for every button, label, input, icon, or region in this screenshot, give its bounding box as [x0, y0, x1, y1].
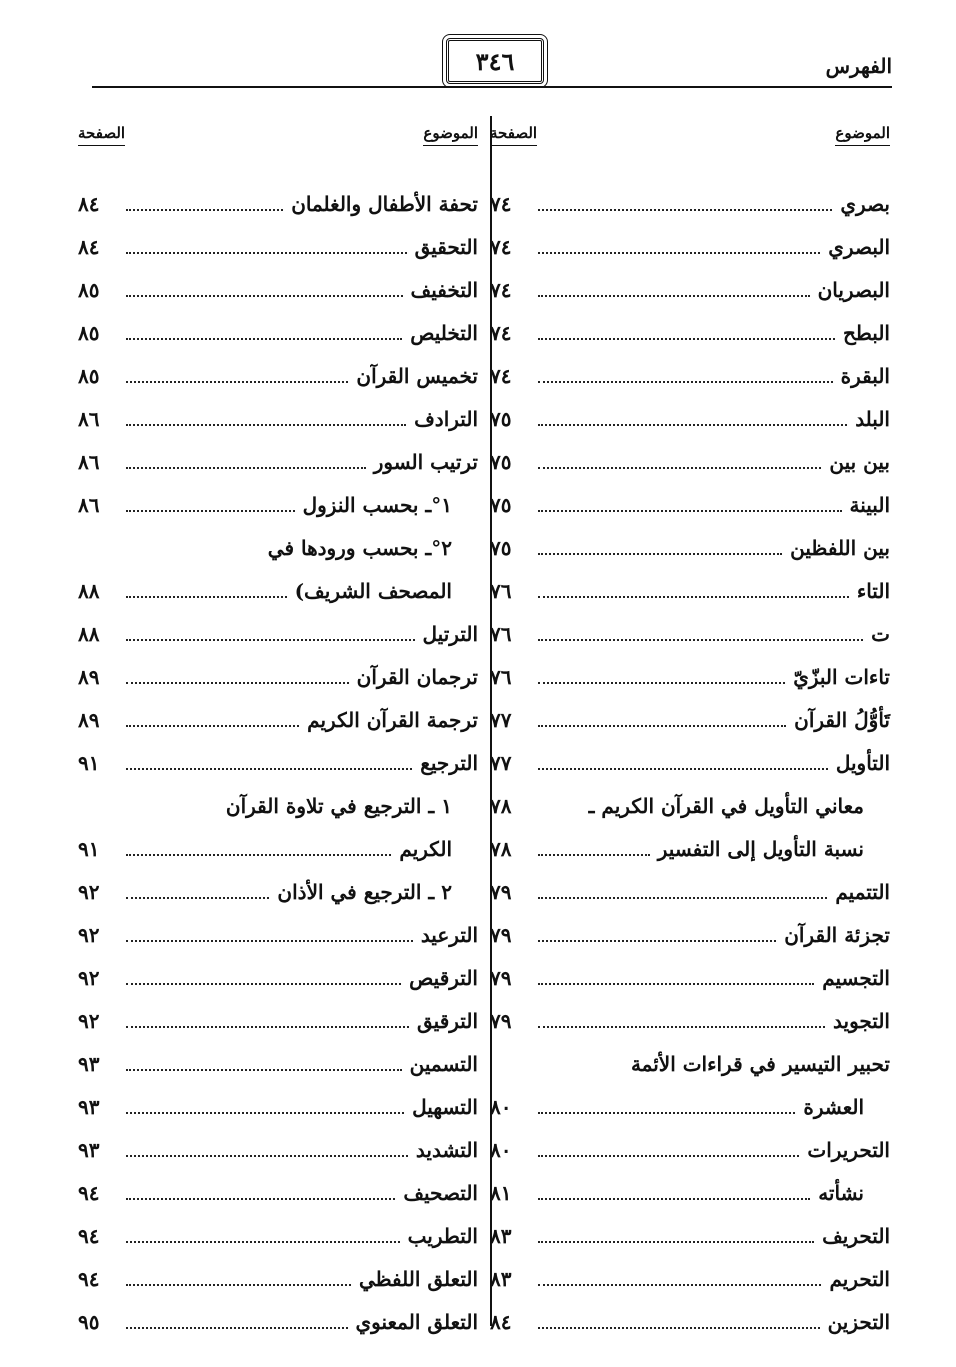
entry-topic: التطريب	[407, 1223, 478, 1248]
leader-dots	[538, 1026, 825, 1028]
index-entry	[78, 612, 478, 655]
entry-topic: التحريرات	[807, 1137, 890, 1162]
leader-dots	[126, 295, 403, 297]
index-entry	[78, 655, 478, 698]
entry-topic: التحريف	[822, 1223, 890, 1248]
leader-dots	[126, 381, 348, 383]
index-entry	[490, 827, 890, 870]
index-entry	[490, 999, 890, 1042]
leader-dots	[126, 338, 402, 340]
entry-page: ٧٥	[490, 492, 512, 517]
leader-dots	[538, 940, 776, 942]
entry-page: ٩٢	[78, 922, 100, 947]
entry-page: ٧٩	[490, 879, 512, 904]
leader-dots	[126, 1327, 348, 1329]
entry-topic: البطح	[842, 320, 890, 345]
leader-dots	[538, 252, 820, 254]
entry-page: ٨٦	[78, 449, 100, 474]
entry-page: ٧٥	[490, 535, 512, 560]
leader-dots	[538, 768, 828, 770]
entry-page: ٨٣	[490, 1223, 512, 1248]
leader-dots	[538, 1327, 820, 1329]
entry-page: ٨٨	[78, 578, 100, 603]
index-entry	[490, 354, 890, 397]
leader-dots	[126, 1155, 408, 1157]
index-rows-left	[78, 182, 478, 1343]
entry-page: ٧٥	[490, 406, 512, 431]
leader-dots	[538, 1241, 814, 1243]
leader-dots	[126, 940, 413, 942]
entry-page: ٧٤	[490, 363, 512, 388]
entry-topic: الكريم	[399, 836, 452, 861]
entry-topic: الترقيص	[409, 965, 478, 990]
index-entry	[78, 311, 478, 354]
entry-page: ٨٩	[78, 664, 100, 689]
leader-dots	[126, 1112, 404, 1114]
entry-page: ٧٦	[490, 621, 512, 646]
entry-page: ٧٤	[490, 191, 512, 216]
entry-page: ٧٩	[490, 1008, 512, 1033]
index-entry	[78, 1085, 478, 1128]
leader-dots	[538, 467, 821, 469]
entry-topic: الترعيد	[420, 922, 478, 947]
entry-page: ٧٤	[490, 277, 512, 302]
entry-page: ٧٩	[490, 965, 512, 990]
leader-dots	[126, 424, 406, 426]
entry-topic: بصري	[840, 191, 890, 216]
header-title: الفهرس	[825, 54, 892, 78]
index-entry	[490, 1128, 890, 1171]
entry-topic: ترجمة القرآن الكريم	[307, 707, 478, 732]
entry-topic: البقرة	[840, 363, 890, 388]
page-number-box	[446, 38, 544, 84]
entry-topic: التجويد	[833, 1008, 890, 1033]
entry-topic: ١°ـ بحسب النزول	[302, 492, 452, 517]
leader-dots	[126, 725, 299, 727]
entry-topic: الترقيق	[417, 1008, 478, 1033]
entry-page: ٨٦	[78, 492, 100, 517]
leader-dots	[126, 1026, 409, 1028]
leader-dots	[126, 209, 283, 211]
index-entry	[78, 354, 478, 397]
entry-page: ٩٤	[78, 1223, 100, 1248]
index-entry	[490, 526, 890, 569]
leader-dots	[538, 897, 827, 899]
index-column-right	[490, 124, 890, 1343]
index-entry	[490, 1300, 890, 1343]
index-entry	[78, 956, 478, 999]
column-header-topic: الموضوع	[835, 124, 890, 146]
leader-dots	[126, 510, 295, 512]
leader-dots	[126, 467, 366, 469]
leader-dots	[538, 510, 842, 512]
index-entry	[78, 483, 478, 526]
entry-topic: تَأوُّلُ القرآن	[794, 707, 890, 732]
entry-page: ٧٦	[490, 578, 512, 603]
entry-topic: البصري	[828, 234, 890, 259]
leader-dots	[126, 1069, 402, 1071]
entry-topic: التخليص	[410, 320, 478, 345]
leader-dots	[538, 295, 810, 297]
entry-topic: الترجيع	[420, 750, 478, 775]
index-entry	[78, 741, 478, 784]
entry-page: ٩٣	[78, 1137, 100, 1162]
leader-dots	[538, 682, 785, 684]
index-column-left	[78, 124, 478, 1343]
index-entry	[78, 698, 478, 741]
entry-topic: تجزئة القرآن	[784, 922, 890, 947]
index-entry	[78, 827, 478, 870]
leader-dots	[126, 1241, 400, 1243]
index-entry	[78, 1257, 478, 1300]
entry-page: ٧٩	[490, 922, 512, 947]
entry-topic: التجسيم	[822, 965, 890, 990]
index-entry	[78, 440, 478, 483]
entry-page: ٩٥	[78, 1309, 100, 1334]
entry-topic: ترتيب السور	[373, 449, 478, 474]
entry-page: ٩٣	[78, 1094, 100, 1119]
entry-topic: التتميم	[835, 879, 890, 904]
entry-page: ٩٢	[78, 879, 100, 904]
entry-page: ٨٤	[490, 1309, 512, 1334]
entry-topic: التحقيق	[414, 234, 478, 259]
leader-dots	[126, 252, 407, 254]
index-entry	[78, 182, 478, 225]
leader-dots	[126, 768, 412, 770]
leader-dots	[538, 854, 650, 856]
index-entry	[78, 999, 478, 1042]
index-entry	[490, 569, 890, 612]
index-entry	[490, 483, 890, 526]
entry-topic: تحفة الأطفال والغلمان	[291, 191, 478, 216]
entry-page: ٧٨	[490, 836, 512, 861]
entry-topic: تخميس القرآن	[356, 363, 478, 388]
entry-page: ٨٠	[490, 1094, 512, 1119]
index-entry	[78, 1300, 478, 1343]
entry-page: ٨١	[490, 1180, 512, 1205]
entry-topic: التسهيل	[412, 1094, 478, 1119]
index-entry	[78, 1214, 478, 1257]
leader-dots	[538, 983, 814, 985]
entry-topic: تاءات البزّيّ	[793, 664, 890, 689]
index-entry	[490, 268, 890, 311]
leader-dots	[538, 338, 835, 340]
index-entry	[490, 956, 890, 999]
entry-topic: التاء	[856, 578, 890, 603]
column-header-right	[490, 124, 890, 154]
entry-topic: البصريان	[817, 277, 890, 302]
entry-topic: معاني التأويل في القرآن الكريم ـ	[588, 793, 864, 818]
entry-topic: التحريم	[829, 1266, 890, 1291]
entry-page: ٩٤	[78, 1266, 100, 1291]
index-entry	[78, 1042, 478, 1085]
entry-topic: ١ ـ الترجيع في تلاوة القرآن	[225, 793, 452, 818]
index-rows-right	[490, 182, 890, 1343]
entry-topic: نسبة التأويل إلى التفسير	[657, 836, 864, 861]
leader-dots	[538, 209, 832, 211]
entry-topic: ٢ ـ الترجيع في الأذان	[277, 879, 452, 904]
entry-page: ٧٧	[490, 750, 512, 775]
leader-dots	[126, 1198, 395, 1200]
leader-dots	[538, 424, 847, 426]
entry-topic: البلد	[855, 406, 890, 431]
leader-dots	[538, 1198, 810, 1200]
entry-page: ٨٤	[78, 191, 100, 216]
column-header-topic: الموضوع	[423, 124, 478, 146]
leader-dots	[538, 596, 849, 598]
entry-page: ٧٥	[490, 449, 512, 474]
leader-dots	[126, 983, 401, 985]
entry-page: ٩١	[78, 750, 100, 775]
index-entry	[490, 1171, 890, 1214]
entry-page: ٩٣	[78, 1051, 100, 1076]
entry-page: ٩١	[78, 836, 100, 861]
column-header-page: الصفحة	[490, 124, 537, 146]
index-entry	[78, 268, 478, 311]
entry-page: ٧٤	[490, 320, 512, 345]
index-entry	[78, 225, 478, 268]
index-entry	[490, 870, 890, 913]
entry-topic: التعلق المعنوي	[355, 1309, 478, 1334]
index-entry	[490, 1042, 890, 1085]
column-header-left	[78, 124, 478, 154]
leader-dots	[538, 381, 833, 383]
index-entry	[490, 913, 890, 956]
entry-page: ٨٤	[78, 234, 100, 259]
leader-dots	[538, 553, 782, 555]
index-entry	[490, 612, 890, 655]
entry-page: ٧٦	[490, 664, 512, 689]
page-number: ٣٤٦	[475, 46, 515, 76]
entry-topic: البينة	[849, 492, 890, 517]
index-entry	[78, 1171, 478, 1214]
index-entry	[78, 1128, 478, 1171]
header-rule	[92, 86, 892, 88]
leader-dots	[126, 639, 415, 641]
entry-topic: العشرة	[803, 1094, 864, 1119]
index-entry	[78, 870, 478, 913]
entry-topic: التخفيف	[410, 277, 478, 302]
entry-page: ٨٣	[490, 1266, 512, 1291]
entry-page: ٨٥	[78, 277, 100, 302]
entry-topic: المصحف الشريف)	[294, 578, 452, 603]
entry-page: ٨٠	[490, 1137, 512, 1162]
index-entry	[490, 784, 890, 827]
index-entry	[490, 698, 890, 741]
index-entry	[490, 182, 890, 225]
index-entry	[490, 741, 890, 784]
entry-topic: تحبير التيسير في قراءات الأئمة	[630, 1051, 890, 1076]
index-entry	[490, 1085, 890, 1128]
leader-dots	[538, 1284, 821, 1286]
leader-dots	[538, 1155, 799, 1157]
entry-page: ٧٤	[490, 234, 512, 259]
entry-page: ٧٧	[490, 707, 512, 732]
entry-page: ٩٢	[78, 965, 100, 990]
entry-topic: نشأته	[818, 1180, 864, 1205]
leader-dots	[538, 1112, 795, 1114]
leader-dots	[126, 854, 391, 856]
column-header-page: الصفحة	[78, 124, 125, 146]
entry-topic: الترتيل	[422, 621, 478, 646]
leader-dots	[126, 596, 287, 598]
leader-dots	[126, 1284, 351, 1286]
index-entry	[78, 526, 478, 569]
entry-page: ٩٢	[78, 1008, 100, 1033]
index-entry	[490, 1214, 890, 1257]
entry-page: ٩٤	[78, 1180, 100, 1205]
entry-topic: التسمين	[409, 1051, 478, 1076]
entry-topic: ت	[871, 621, 890, 646]
entry-topic: التعلق اللفظي	[358, 1266, 478, 1291]
entry-topic: ترجمان القرآن	[356, 664, 478, 689]
index-entry	[490, 655, 890, 698]
leader-dots	[538, 725, 786, 727]
entry-page: ٨٥	[78, 363, 100, 388]
entry-topic: الترادف	[414, 406, 478, 431]
entry-topic: ٢°ـ بحسب ورودها في	[267, 535, 452, 560]
entry-topic: بين اللفظين	[790, 535, 890, 560]
index-entry	[490, 397, 890, 440]
entry-topic: التصحيف	[403, 1180, 478, 1205]
index-entry	[78, 397, 478, 440]
index-entry	[78, 569, 478, 612]
entry-topic: التحزين	[827, 1309, 890, 1334]
index-entry	[490, 1257, 890, 1300]
leader-dots	[538, 639, 863, 641]
leader-dots	[126, 682, 349, 684]
entry-page: ٨٨	[78, 621, 100, 646]
index-entry	[490, 311, 890, 354]
leader-dots	[126, 897, 269, 899]
index-entry	[78, 784, 478, 827]
index-entry	[78, 913, 478, 956]
entry-page: ٨٥	[78, 320, 100, 345]
entry-page: ٧٨	[490, 793, 512, 818]
entry-topic: التأويل	[835, 750, 890, 775]
entry-topic: التشديد	[415, 1137, 478, 1162]
index-entry	[490, 440, 890, 483]
entry-topic: بين بين	[829, 449, 890, 474]
entry-page: ٨٦	[78, 406, 100, 431]
page-header	[92, 38, 892, 88]
index-entry	[490, 225, 890, 268]
entry-page: ٨٩	[78, 707, 100, 732]
